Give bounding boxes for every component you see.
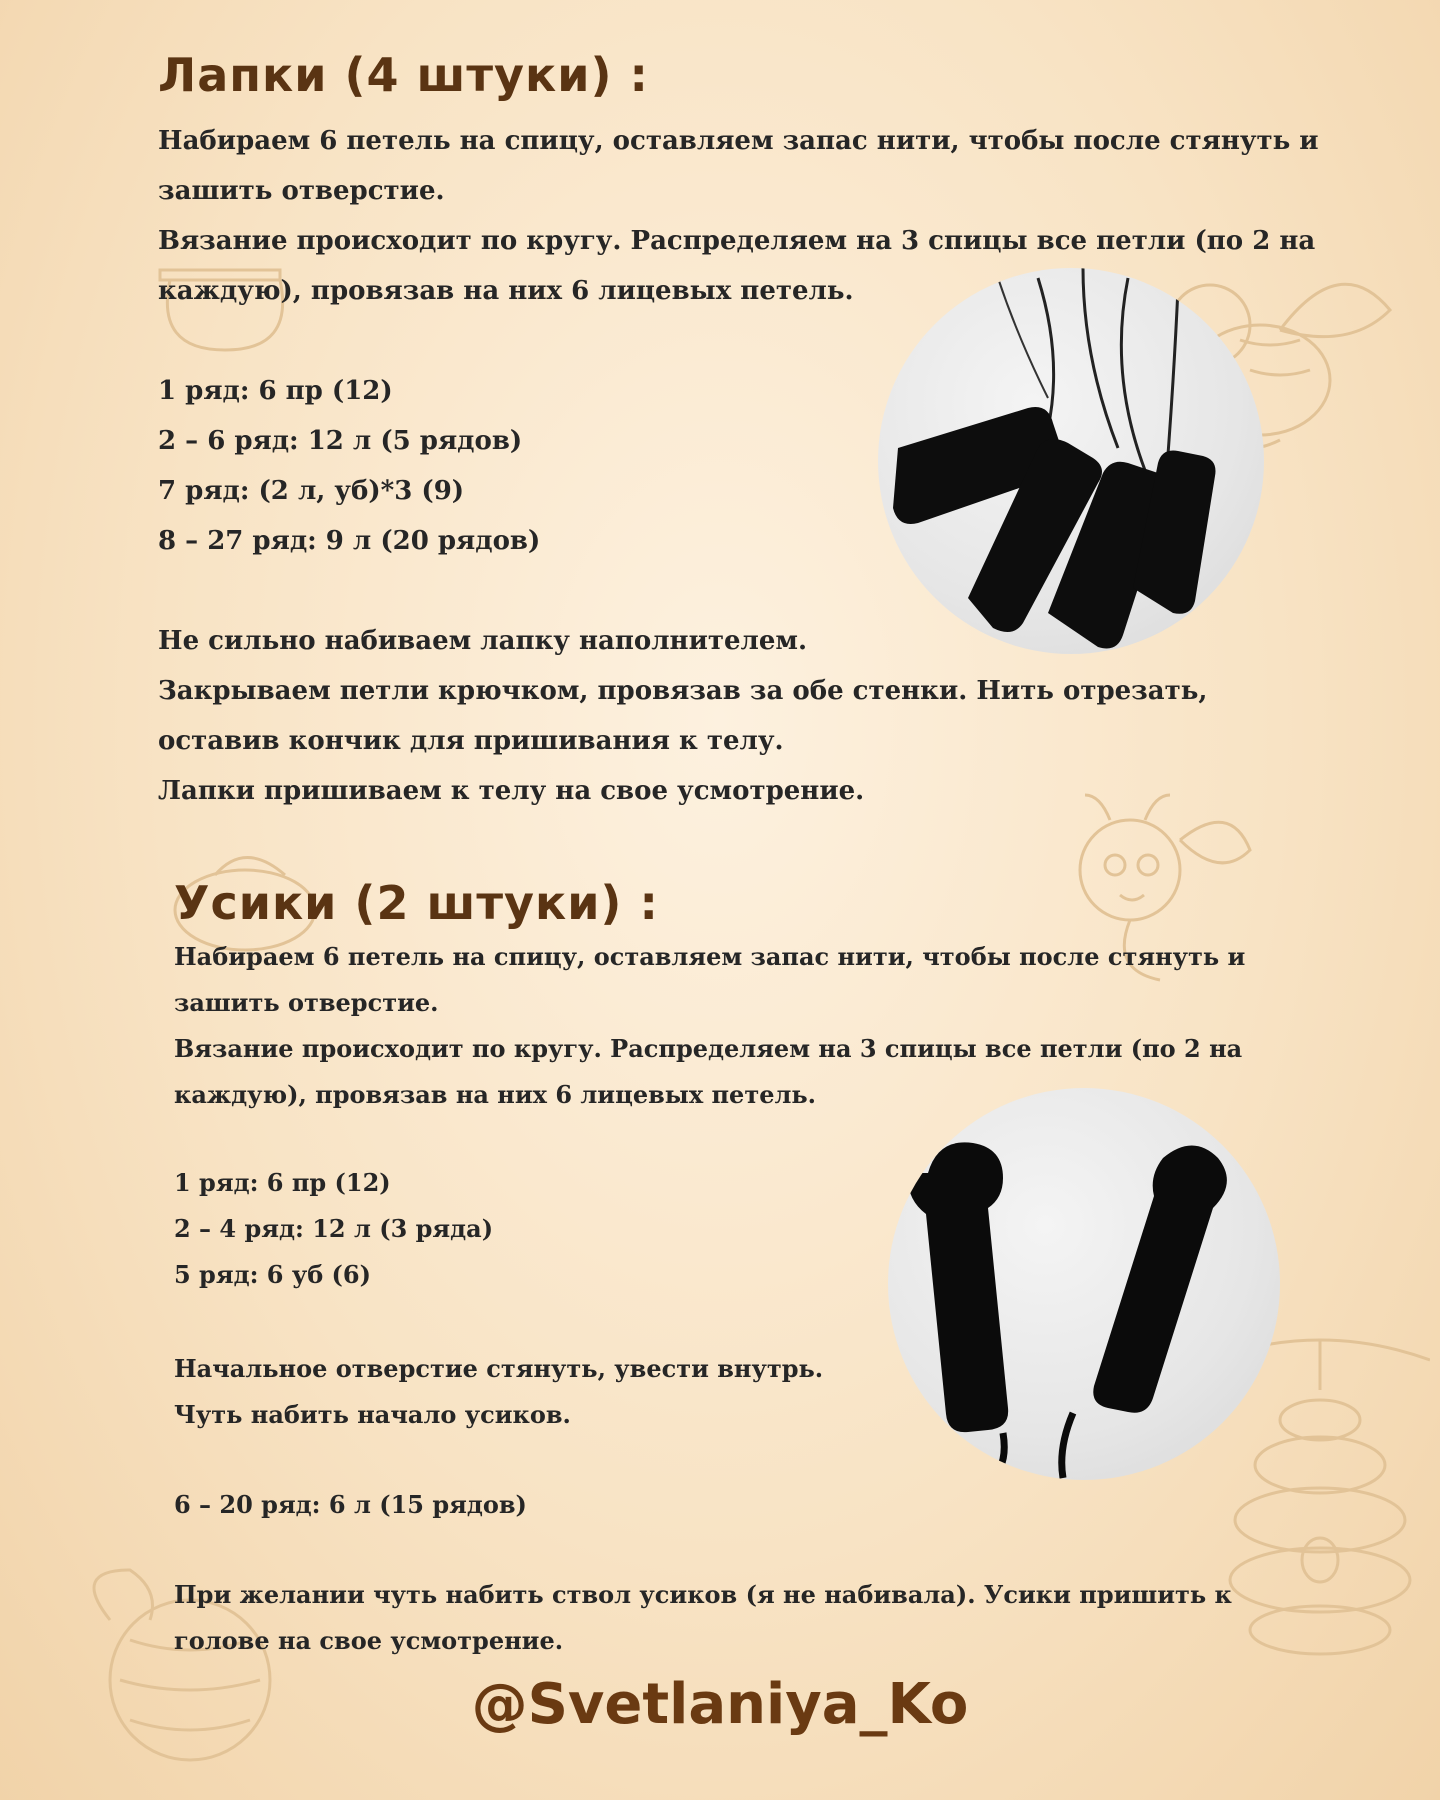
antennae-row: 1 ряд: 6 пр (12) [174,1168,391,1197]
antennae-photo [888,1088,1280,1480]
antennae-row: 6 – 20 ряд: 6 л (15 рядов) [174,1490,527,1519]
legs-note-line: Закрываем петли крючком, провязав за обе стенки. Нить отрезать, [158,676,1208,706]
legs-intro-line: каждую), провязав на них 6 лицевых петель. [158,276,854,306]
antennae-intro-line: Вязание происходит по кругу. Распределяем на 3 спицы все петли (по 2 на [174,1034,1243,1063]
antennae-row: 2 – 4 ряд: 12 л (3 ряда) [174,1214,494,1243]
legs-intro-line: зашить отверстие. [158,176,445,206]
legs-rows [158,366,540,566]
legs-row: 7 ряд: (2 л, уб)*3 (9) [158,476,465,506]
antennae-intro-line: Набираем 6 петель на спицу, оставляем запас нити, чтобы после стянуть и [174,942,1246,971]
antennae-row: 5 ряд: 6 уб (6) [174,1260,371,1289]
legs-intro-line: Набираем 6 петель на спицу, оставляем запас нити, чтобы после стянуть и [158,126,1319,156]
antennae-rows [174,1160,493,1298]
antennae-title: Усики (2 штуки) : [174,876,659,930]
antennae-notes-1 [174,1346,974,1438]
knitted-antennae-illustration [888,1088,1280,1480]
antennae-intro [174,934,1294,1118]
legs-note-line: Лапки пришиваем к телу на свое усмотрение. [158,776,865,806]
legs-note-line: Не сильно набиваем лапку наполнителем. [158,626,808,656]
antennae-note-line: Начальное отверстие стянуть, увести внутрь. [174,1354,824,1383]
antennae-rows-2 [174,1482,527,1528]
antennae-notes-2 [174,1572,1294,1664]
legs-note-line: оставив кончик для пришивания к телу. [158,726,784,756]
antennae-note-line: голове на свое усмотрение. [174,1626,564,1655]
legs-photo [878,268,1264,654]
legs-row: 1 ряд: 6 пр (12) [158,376,393,406]
antennae-note-line: При желании чуть набить ствол усиков (я не набивала). Усики пришить к [174,1580,1232,1609]
antennae-intro-line: каждую), провязав на них 6 лицевых петель. [174,1080,817,1109]
legs-row: 2 – 6 ряд: 12 л (5 рядов) [158,426,523,456]
legs-intro [158,116,1358,316]
legs-intro-line: Вязание происходит по кругу. Распределяем на 3 спицы все петли (по 2 на [158,226,1316,256]
legs-row: 8 – 27 ряд: 9 л (20 рядов) [158,526,541,556]
knitted-legs-illustration [878,268,1264,654]
author-handle: @Svetlaniya_Ko [471,1672,969,1737]
antennae-intro-line: зашить отверстие. [174,988,439,1017]
antennae-note-line: Чуть набить начало усиков. [174,1400,571,1429]
legs-title: Лапки (4 штуки) : [158,48,649,102]
